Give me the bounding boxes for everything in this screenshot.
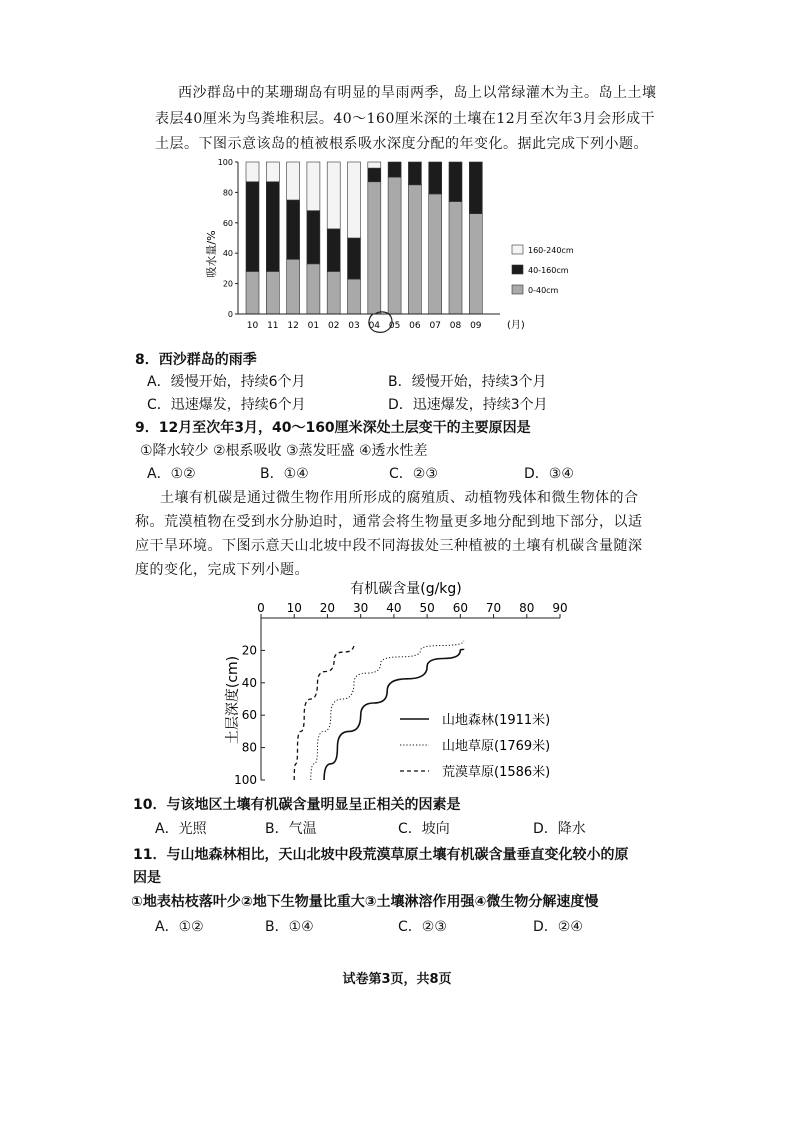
q9-option-a[interactable]: A．①② <box>147 466 196 482</box>
chart2-x-tick-label: 90 <box>552 601 568 615</box>
intro2-line2: 称。荒漠植物在受到水分胁迫时，通常会将生物量更多地分配到地下部分，以适 <box>135 514 643 530</box>
intro1-line2: 表层40厘米为鸟粪堆积层。40～160厘米深的土壤在12月至次年3月会形成干 <box>155 111 656 127</box>
chart1-x-tick-label: 08 <box>449 321 462 331</box>
q11-choices: ①地表枯枝落叶少②地下生物量比重大③土壤淋溶作用强④微生物分解速度慢 <box>131 894 599 910</box>
chart1-bar-segment <box>368 162 381 168</box>
chart1-y-tick-label: 80 <box>222 188 233 198</box>
chart1-bar-segment <box>266 182 279 272</box>
chart1-bar-segment <box>388 162 401 177</box>
chart1-x-tick-label: 01 <box>307 321 320 331</box>
chart2-legend <box>400 712 550 780</box>
q8-option-a[interactable]: A．缓慢开始，持续6个月 <box>147 374 306 390</box>
chart1-x-tick-label: 04 <box>368 321 381 331</box>
chart1-x-tick-label: 06 <box>409 321 421 331</box>
chart2-x-tick-label: 70 <box>485 601 502 615</box>
chart2-x-tick-label: 40 <box>386 601 402 615</box>
chart1-bar-segment <box>307 264 320 314</box>
chart1-legend-swatch <box>512 265 523 274</box>
chart1-bar-segment <box>368 182 381 314</box>
chart1-bar-segment <box>348 162 361 238</box>
chart2-series-line <box>294 644 354 780</box>
chart1-legend-swatch <box>512 285 523 294</box>
chart1-bar-segment <box>266 271 279 314</box>
chart1-bar-segment <box>469 162 482 214</box>
organic-carbon-chart <box>215 578 615 786</box>
chart1-y-tick-label: 60 <box>222 218 233 228</box>
chart1-bar-segment <box>307 162 320 211</box>
chart1-legend-label: 0-40cm <box>528 286 559 295</box>
q8-option-c[interactable]: C．迅速爆发，持续6个月 <box>147 397 306 413</box>
chart2-x-tick-label: 0 <box>257 601 265 615</box>
q9-choices: ①降水较少 ②根系吸收 ③蒸发旺盛 ④透水性差 <box>140 443 428 459</box>
chart2-x-tick-label: 80 <box>519 601 535 615</box>
chart1-legend-label: 160-240cm <box>528 246 574 255</box>
chart1-x-ticks <box>247 321 482 331</box>
chart1-legend-swatch <box>512 245 523 254</box>
q10-option-c[interactable]: C．坡向 <box>398 821 450 837</box>
chart2-legend-label: 荒漠草原(1586米) <box>442 765 551 780</box>
chart1-bar-segment <box>327 162 340 229</box>
q8-option-d[interactable]: D．迅速爆发，持续3个月 <box>388 397 548 413</box>
chart1-bar-segment <box>287 162 300 200</box>
chart2-x-tick-label: 10 <box>286 601 302 615</box>
chart1-x-tick-label: 11 <box>267 321 279 331</box>
chart1-x-tick-label: 05 <box>388 321 401 331</box>
q8-stem: 8．西沙群岛的雨季 <box>135 352 257 368</box>
chart1-bar-segment <box>429 194 442 314</box>
chart1-bars <box>246 162 482 314</box>
chart2-legend-label: 山地森林(1911米) <box>442 713 551 728</box>
chart1-bar-segment <box>287 200 300 259</box>
chart2-ylabel: 土层深度(cm) <box>225 655 241 745</box>
chart2-legend-label: 山地草原(1769米) <box>442 739 551 754</box>
q11-option-a[interactable]: A．①② <box>155 919 204 935</box>
chart1-bar-segment <box>348 238 361 279</box>
chart1-bar-segment <box>449 202 462 314</box>
chart1-y-ticks <box>218 158 238 319</box>
chart1-bar-segment <box>246 182 259 272</box>
root-water-chart <box>195 154 615 338</box>
chart1-legend-label: 40-160cm <box>528 266 569 275</box>
chart2-title: 有机碳含量(g/kg) <box>350 581 462 597</box>
q10-option-d[interactable]: D．降水 <box>533 821 586 837</box>
q11-option-b[interactable]: B．①④ <box>265 919 314 935</box>
chart1-bar-segment <box>246 271 259 314</box>
q11-stem-line1: 11．与山地森林相比，天山北坡中段荒漠草原土壤有机碳含量垂直变化较小的原 <box>133 847 629 863</box>
chart1-ylabel: 吸水量/% <box>205 230 218 278</box>
intro1-line1: 西沙群岛中的某珊瑚岛有明显的旱雨两季，岛上以常绿灌木为主。岛上土壤 <box>178 85 657 101</box>
chart1-y-tick-label: 20 <box>222 279 233 289</box>
chart1-x-tick-label: 02 <box>327 321 340 331</box>
chart1-bar-segment <box>429 162 442 194</box>
chart1-bar-segment <box>449 162 462 202</box>
chart1-x-tick-label: 03 <box>348 321 360 331</box>
q11-option-d[interactable]: D．②④ <box>533 919 583 935</box>
chart1-y-tick-label: 40 <box>222 249 233 259</box>
q8-option-b[interactable]: B．缓慢开始，持续3个月 <box>388 374 547 390</box>
chart2-y-tick-label: 20 <box>241 643 257 658</box>
chart2-y-tick-label: 100 <box>234 773 257 786</box>
chart1-legend <box>512 245 574 295</box>
chart2-lines <box>294 641 464 780</box>
chart1-bar-segment <box>327 271 340 314</box>
q10-option-b[interactable]: B．气温 <box>265 821 317 837</box>
chart1-bar-segment <box>348 279 361 314</box>
intro2-line4: 度的变化，完成下列小题。 <box>135 562 309 578</box>
chart1-x-tick-label: 10 <box>246 321 259 331</box>
q9-option-b[interactable]: B．①④ <box>260 466 309 482</box>
chart1-bar-segment <box>246 162 259 182</box>
chart1-bar-segment <box>388 177 401 314</box>
chart1-bar-segment <box>368 168 381 182</box>
chart1-bar-segment <box>408 185 421 314</box>
intro2-line1: 土壤有机碳是通过微生物作用所形成的腐殖质、动植物残体和微生物体的合 <box>160 490 639 506</box>
chart1-bar-segment <box>307 211 320 264</box>
q9-stem: 9．12月至次年3月，40～160厘米深处土层变干的主要原因是 <box>135 420 531 436</box>
chart1-y-tick-label: 100 <box>217 158 233 167</box>
chart1-bar-segment <box>408 162 421 185</box>
chart1-x-tick-label: 09 <box>470 321 482 331</box>
chart1-x-tick-label: 07 <box>429 321 441 331</box>
q11-stem-line2: 因是 <box>133 870 161 886</box>
q9-option-c[interactable]: C．②③ <box>389 466 438 482</box>
chart1-bar-segment <box>469 214 482 314</box>
chart1-x-unit: (月) <box>507 320 525 331</box>
chart2-x-tick-label: 50 <box>419 601 435 615</box>
chart2-x-ticks <box>257 601 567 618</box>
chart2-x-tick-label: 30 <box>353 601 369 615</box>
chart1-bar-segment <box>327 229 340 272</box>
q11-option-c[interactable]: C．②③ <box>398 919 447 935</box>
q9-option-d[interactable]: D．③④ <box>524 466 574 482</box>
q10-option-a[interactable]: A．光照 <box>155 821 207 837</box>
chart1-x-tick-label: 12 <box>287 321 299 331</box>
chart1-bar-segment <box>266 162 279 182</box>
chart2-y-tick-label: 60 <box>241 708 257 723</box>
chart2-y-tick-label: 80 <box>241 740 257 755</box>
chart2-x-tick-label: 60 <box>452 601 468 615</box>
page-footer: 试卷第3页，共8页 <box>342 972 452 987</box>
intro1-line3: 土层。下图示意该岛的植被根系吸水深度分配的年变化。据此完成下列小题。 <box>155 136 648 152</box>
chart1-y-tick-label: 0 <box>227 310 233 319</box>
chart2-y-tick-label: 40 <box>241 675 257 690</box>
chart1-bar-segment <box>287 259 300 314</box>
chart2-x-tick-label: 20 <box>319 601 336 615</box>
intro2-line3: 应干旱环境。下图示意天山北坡中段不同海拔处三种植被的土壤有机碳含量随深 <box>135 538 643 554</box>
q10-stem: 10．与该地区土壤有机碳含量明显呈正相关的因素是 <box>133 797 461 813</box>
